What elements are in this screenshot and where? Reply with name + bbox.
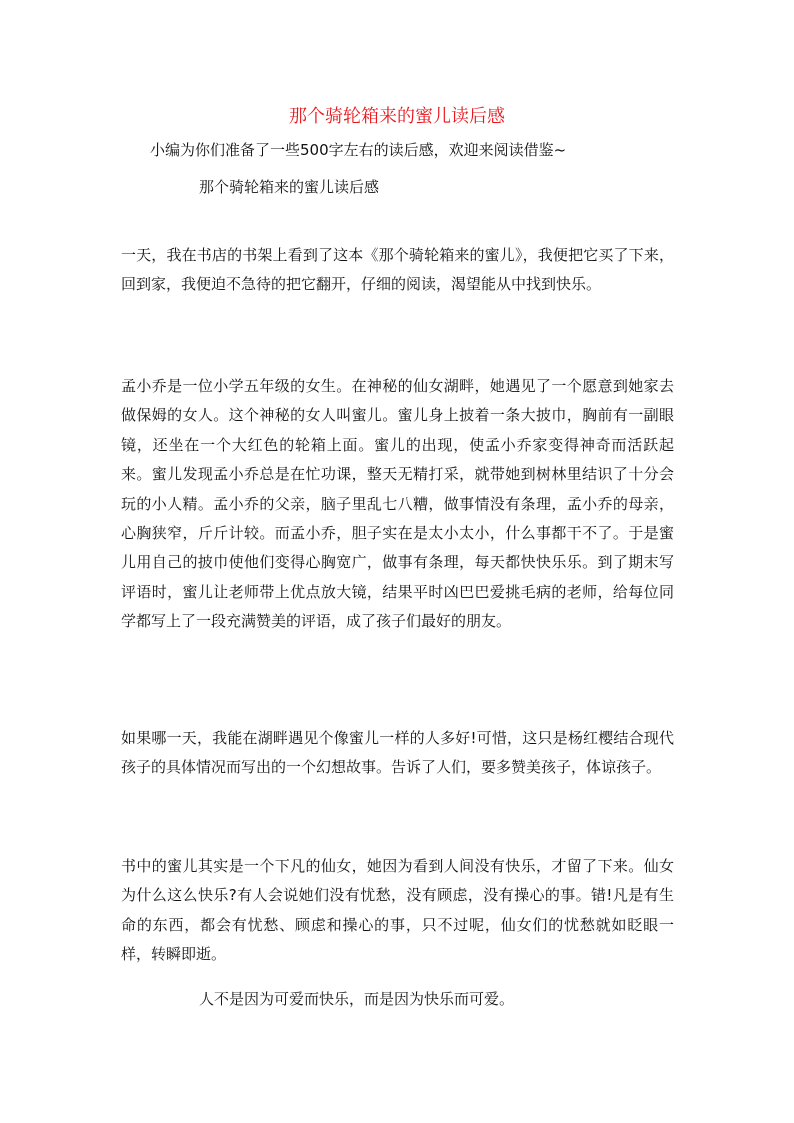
closing-line: 人不是因为可爱而快乐，而是因为快乐而可爱。 [199, 990, 515, 1008]
intro-text: 小编为你们准备了一些500字左右的读后感，欢迎来阅读借鉴~ [150, 141, 567, 159]
paragraph: 如果哪一天，我能在湖畔遇见个像蜜儿一样的人多好!可惜，这只是杨红樱结合现代孩子的具体情况而写出的一个幻想故事。告诉了人们，要多赞美孩子，体谅孩子。 [121, 729, 674, 777]
paragraph: 一天，我在书店的书架上看到了这本《那个骑轮箱来的蜜儿》，我便把它买了下来，回到家，我便迫不急待的把它翻开，仔细的阅读，渴望能从中找到快乐。 [121, 246, 674, 294]
document-title: 那个骑轮箱来的蜜儿读后感 [289, 106, 505, 127]
paragraph: 孟小乔是一位小学五年级的女生。在神秘的仙女湖畔，她遇见了一个愿意到她家去做保姆的女人。这个神秘的女人叫蜜儿。蜜儿身上披着一条大披巾，胸前有一副眼镜，还坐在一个大红色的轮箱上面。蜜儿的出现，使孟小乔家变得神奇而活跃起来。蜜儿发现孟小乔总是在忙功课，整天无精打采，就带她到树林里结识了十分会玩的小人精。孟小乔的父亲，脑子里乱七八糟，做事情没有条理，孟小乔的母亲，心胸狭窄，斤斤计较。而孟小乔，胆子实在是太小太小，什么事都干不了。于是蜜儿用自己的披巾使他们变得心胸宽广，做事有条理，每天都快快乐乐。到了期末写评语时，蜜儿让老师带上优点放大镜，结果平时凶巴巴爱挑毛病的老师，给每位同学都写上了一段充满赞美的评语，成了孩子们最好的朋友。 [121, 377, 674, 631]
paragraph: 书中的蜜儿其实是一个下凡的仙女，她因为看到人间没有快乐，才留了下来。仙女为什么这么快乐?有人会说她们没有忧愁，没有顾虑，没有操心的事。错!凡是有生命的东西，都会有忧愁、顾虑和操心的事，只不过呢，仙女们的忧愁就如眨眼一样，转瞬即逝。 [121, 857, 674, 964]
subtitle: 那个骑轮箱来的蜜儿读后感 [199, 178, 380, 196]
